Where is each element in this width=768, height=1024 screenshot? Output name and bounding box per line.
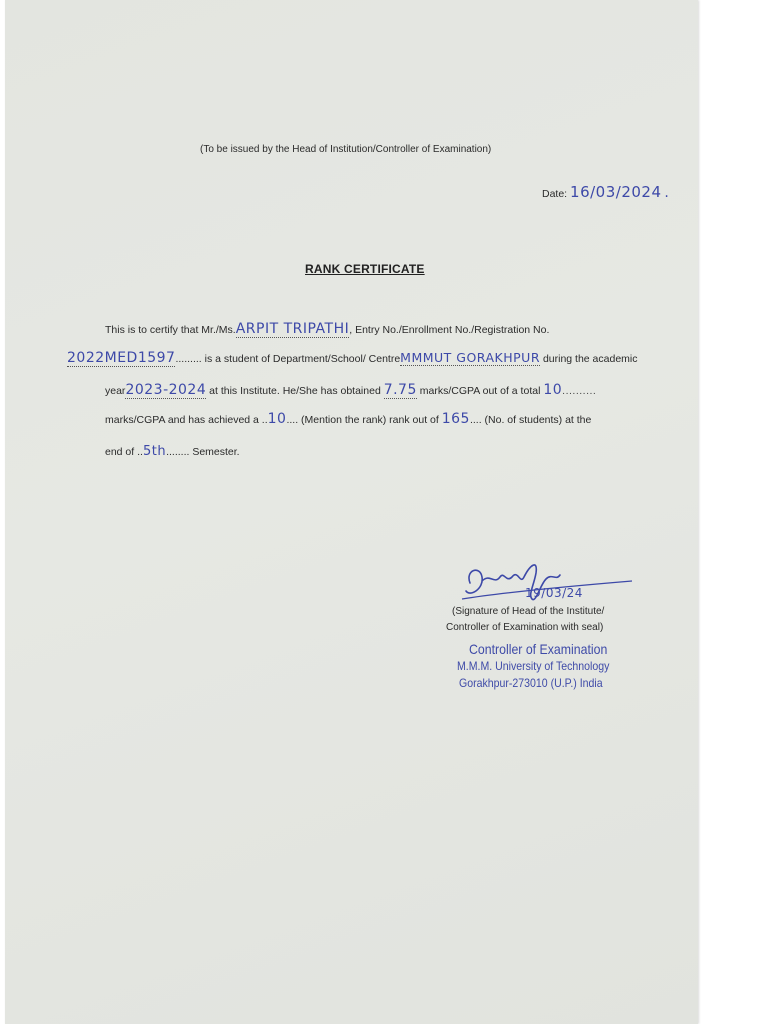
stamp-line-3: Gorakhpur-273010 (U.P.) India	[459, 676, 603, 690]
line5-suffix: ........ Semester.	[166, 446, 240, 458]
line1-prefix: This is to certify that Mr./Ms.	[105, 324, 236, 336]
line3-dots: ..........	[562, 385, 597, 397]
stamp-line-2: M.M.M. University of Technology	[457, 659, 610, 673]
date-tail: .	[664, 185, 670, 201]
stamp-line-1: Controller of Examination	[469, 641, 608, 657]
body-line-2	[67, 350, 638, 366]
body-line-3	[105, 382, 596, 398]
line2-suffix: during the academic	[542, 353, 638, 365]
date-label: Date:	[542, 188, 568, 200]
line4-suffix: .... (No. of students) at the	[469, 414, 592, 426]
line2-mid: ......... is a student of Department/School/ Centre	[175, 353, 401, 365]
semester-value: 5th	[142, 444, 167, 459]
issued-by-note: (To be issued by the Head of Institution/Controller of Examination)	[200, 144, 492, 155]
line5-prefix: end of ..	[105, 446, 143, 458]
line4-mid: .... (Mention the rank) rank out of	[286, 414, 439, 426]
year-label: year	[105, 385, 126, 397]
body-line-1	[105, 321, 549, 337]
line3-mid2: marks/CGPA out of a total	[419, 385, 541, 397]
body-line-4	[105, 411, 591, 427]
signature-caption-1: (Signature of Head of the Institute/	[452, 606, 605, 617]
total-students: 165	[441, 411, 470, 427]
line3-mid: at this Institute. He/She has obtained	[209, 385, 381, 397]
date-value: 16/03/2024	[570, 183, 662, 201]
signature-caption-2: Controller of Examination with seal)	[446, 622, 604, 633]
certificate-page	[5, 0, 698, 1024]
date-row	[542, 183, 669, 201]
rank-value: 10	[267, 411, 287, 427]
enrollment-number: 2022MED1597	[67, 350, 176, 366]
student-name: ARPIT TRIPATHI	[235, 321, 350, 337]
marks-total: 10	[543, 382, 563, 398]
line4-prefix: marks/CGPA and has achieved a ..	[105, 414, 268, 426]
body-line-5	[105, 444, 240, 459]
signature-scribble	[460, 555, 640, 610]
centre-name: MMMUT GORAKHPUR	[400, 350, 541, 365]
marks-obtained: 7.75	[383, 382, 417, 398]
signature-date: 19/03/24	[525, 586, 583, 600]
academic-year: 2023-2024	[125, 382, 207, 398]
certificate-title: RANK CERTIFICATE	[305, 262, 425, 276]
line1-suffix: , Entry No./Enrollment No./Registration No.	[349, 324, 550, 336]
